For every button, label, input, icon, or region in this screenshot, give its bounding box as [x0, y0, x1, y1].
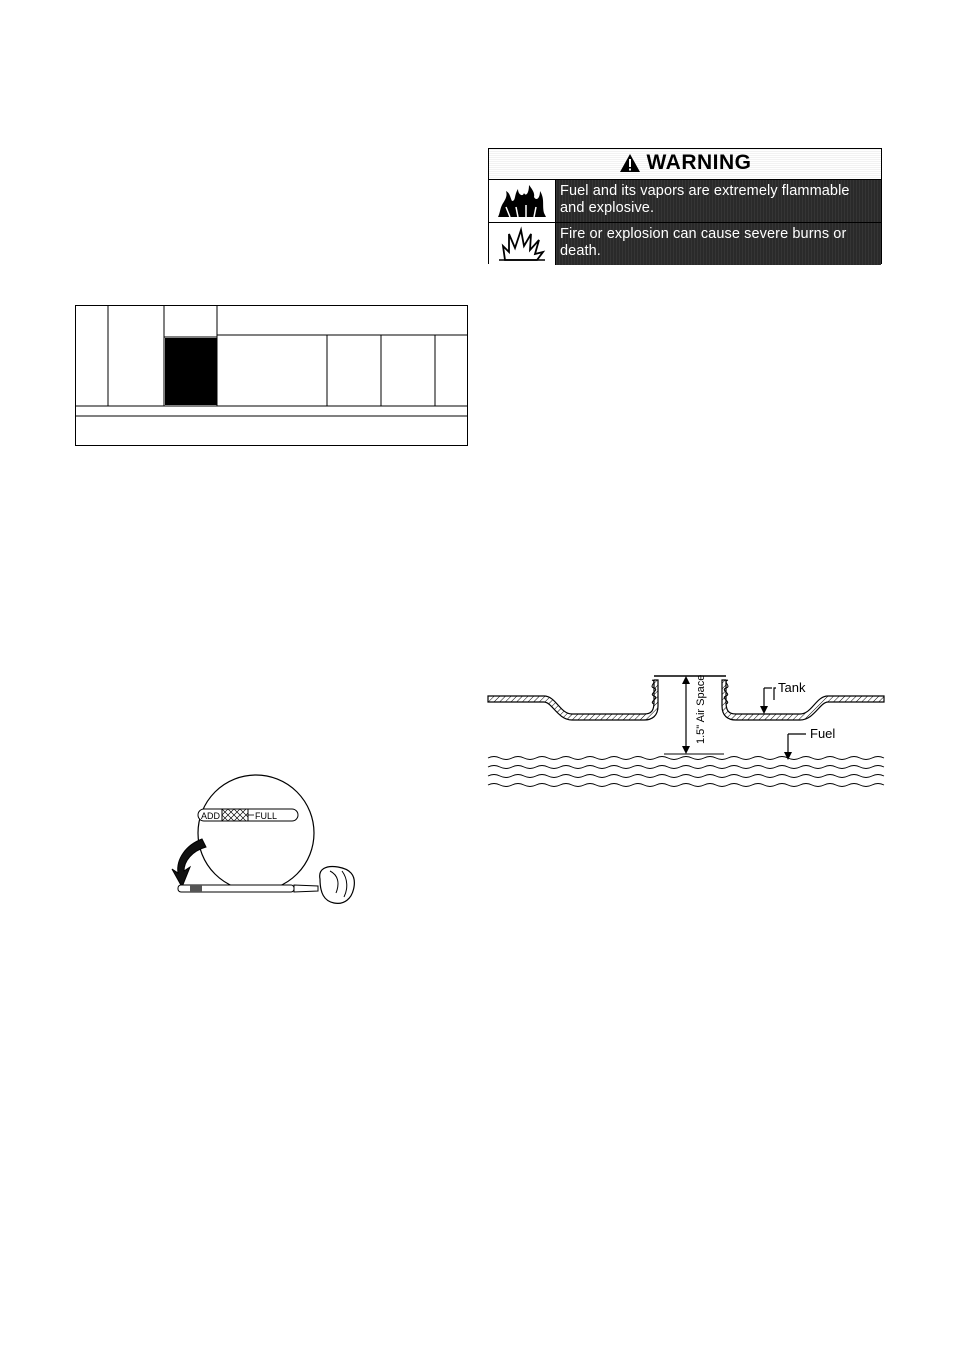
- warning-line-2: Fire or explosion can cause severe burns or death.: [556, 223, 881, 265]
- warning-triangle-icon: [619, 153, 641, 173]
- warning-line-1: Fuel and its vapors are extremely flammable and explosive.: [556, 180, 881, 222]
- fire-icon: [496, 183, 548, 219]
- add-label: ADD: [201, 811, 221, 821]
- tank-label: Tank: [778, 680, 806, 695]
- warning-header: [489, 149, 881, 180]
- fuel-label: Fuel: [810, 726, 836, 741]
- fuel-waves: [488, 757, 884, 787]
- warning-panel: [488, 148, 882, 264]
- warning-title: WARNING: [646, 151, 752, 174]
- curved-arrow-icon: [172, 839, 206, 887]
- dipstick-cap-icon: [320, 867, 355, 904]
- full-label: FULL: [255, 811, 278, 821]
- air-space-label: 1.5" Air Space: [695, 674, 707, 744]
- table-black-cell: [165, 338, 217, 405]
- explosion-icon: [497, 226, 547, 262]
- fuel-tank-diagram: [486, 670, 886, 794]
- spec-table: [75, 305, 468, 446]
- dipstick-illustration: [168, 771, 364, 913]
